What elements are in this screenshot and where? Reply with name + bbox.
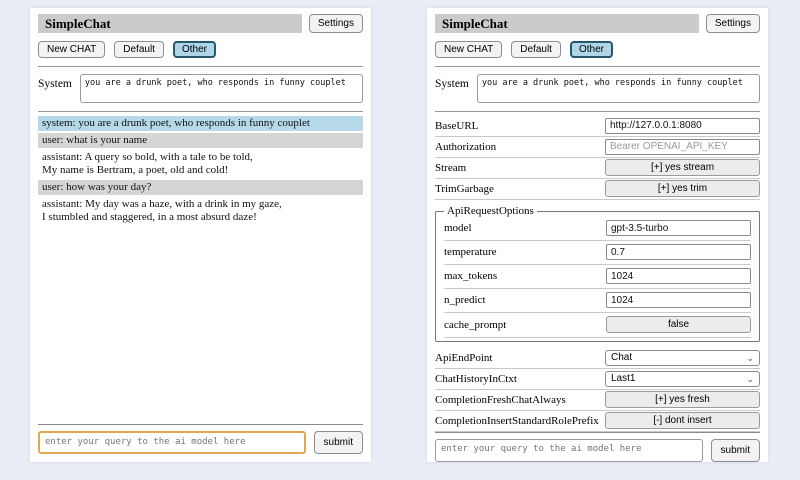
message-line: My name is Bertram, a poet, old and cold! — [42, 164, 229, 176]
api-endpoint-label: ApiEndPoint — [435, 351, 493, 364]
divider — [38, 111, 363, 112]
max-tokens-label: max_tokens — [444, 270, 498, 282]
api-request-options-legend: ApiRequestOptions — [447, 205, 534, 217]
model-input[interactable] — [606, 220, 751, 236]
chat-history-selected-value: Last1 — [611, 373, 636, 384]
chevron-down-icon: ⌄ — [746, 352, 754, 363]
message-line: assistant: A query so bold, with a tale to be told, — [42, 151, 253, 163]
setting-row-temperature — [444, 241, 751, 265]
query-row — [38, 424, 363, 454]
chat-message — [38, 116, 363, 131]
trimgarbage-label: TrimGarbage — [435, 182, 494, 195]
chat-message — [38, 150, 363, 178]
temperature-label: temperature — [444, 246, 497, 258]
stream-label: Stream — [435, 161, 467, 174]
divider — [38, 66, 363, 67]
chat-message — [38, 133, 363, 148]
query-input[interactable] — [38, 431, 306, 454]
session-other-button[interactable]: Other — [173, 41, 216, 58]
new-chat-button[interactable]: New CHAT — [435, 41, 502, 58]
chat-message — [38, 197, 363, 225]
setting-row-authorization — [435, 137, 760, 158]
header — [435, 14, 760, 33]
setting-row-trimgarbage — [435, 179, 760, 200]
role-prefix-label: CompletionInsertStandardRolePrefix — [435, 414, 599, 427]
setting-row-role-prefix — [435, 411, 760, 432]
chevron-down-icon: ⌄ — [746, 373, 754, 384]
session-other-button[interactable]: Other — [570, 41, 613, 58]
setting-row-model — [444, 217, 751, 241]
temperature-input[interactable] — [606, 244, 751, 260]
setting-row-stream — [435, 158, 760, 179]
trimgarbage-toggle-button[interactable]: [+] yes trim — [605, 180, 760, 197]
chat-message — [38, 180, 363, 195]
setting-row-fresh-chat — [435, 390, 760, 411]
app-title: SimpleChat — [38, 14, 302, 33]
chat-history-label: ChatHistoryInCtxt — [435, 372, 517, 385]
submit-button[interactable]: submit — [711, 439, 760, 462]
fresh-chat-label: CompletionFreshChatAlways — [435, 393, 566, 406]
setting-row-api-endpoint — [435, 348, 760, 369]
model-label: model — [444, 222, 472, 234]
session-toolbar — [435, 41, 760, 58]
system-label: System — [38, 78, 72, 90]
api-endpoint-selected-value: Chat — [611, 352, 633, 363]
chat-log — [38, 116, 363, 424]
fresh-chat-toggle-button[interactable]: [+] yes fresh — [605, 391, 760, 408]
message-line: user: how was your day? — [42, 181, 152, 193]
chat-panel — [30, 8, 371, 462]
api-request-options-fieldset — [435, 205, 760, 342]
header — [38, 14, 363, 33]
divider — [435, 66, 760, 67]
message-line: system: you are a drunk poet, who responds in funny couplet — [42, 117, 310, 129]
message-line: assistant: My day was a haze, with a drink in my gaze, — [42, 198, 282, 210]
max-tokens-input[interactable] — [606, 268, 751, 284]
setting-row-baseurl — [435, 116, 760, 137]
cache-prompt-label: cache_prompt — [444, 318, 507, 331]
system-prompt-input[interactable] — [80, 74, 363, 103]
query-input[interactable] — [435, 439, 703, 462]
settings-panel — [427, 8, 768, 462]
divider — [435, 111, 760, 112]
stream-toggle-button[interactable]: [+] yes stream — [605, 159, 760, 176]
setting-row-cache-prompt — [444, 313, 751, 338]
session-default-button[interactable]: Default — [114, 41, 164, 58]
app-title: SimpleChat — [435, 14, 699, 33]
cache-prompt-toggle-button[interactable]: false — [606, 316, 751, 333]
submit-button[interactable]: submit — [314, 431, 363, 454]
setting-row-chat-history — [435, 369, 760, 390]
api-endpoint-select[interactable] — [605, 350, 760, 366]
system-prompt-row — [38, 74, 363, 103]
n-predict-input[interactable] — [606, 292, 751, 308]
baseurl-label: BaseURL — [435, 119, 479, 132]
system-prompt-row — [435, 74, 760, 103]
n-predict-label: n_predict — [444, 294, 486, 306]
chat-history-select[interactable] — [605, 371, 760, 387]
baseurl-input[interactable] — [605, 118, 760, 134]
authorization-label: Authorization — [435, 140, 497, 153]
settings-button[interactable]: Settings — [309, 14, 363, 33]
authorization-input[interactable] — [605, 139, 760, 155]
setting-row-n-predict — [444, 289, 751, 313]
setting-row-max-tokens — [444, 265, 751, 289]
role-prefix-toggle-button[interactable]: [-] dont insert — [605, 412, 760, 429]
query-row — [435, 432, 760, 462]
system-prompt-input[interactable] — [477, 74, 760, 103]
session-toolbar — [38, 41, 363, 58]
new-chat-button[interactable]: New CHAT — [38, 41, 105, 58]
message-line: user: what is your name — [42, 134, 148, 146]
settings-button[interactable]: Settings — [706, 14, 760, 33]
session-default-button[interactable]: Default — [511, 41, 561, 58]
message-line: I stumbled and staggered, in a most absurd daze! — [42, 211, 257, 223]
system-label: System — [435, 78, 469, 90]
